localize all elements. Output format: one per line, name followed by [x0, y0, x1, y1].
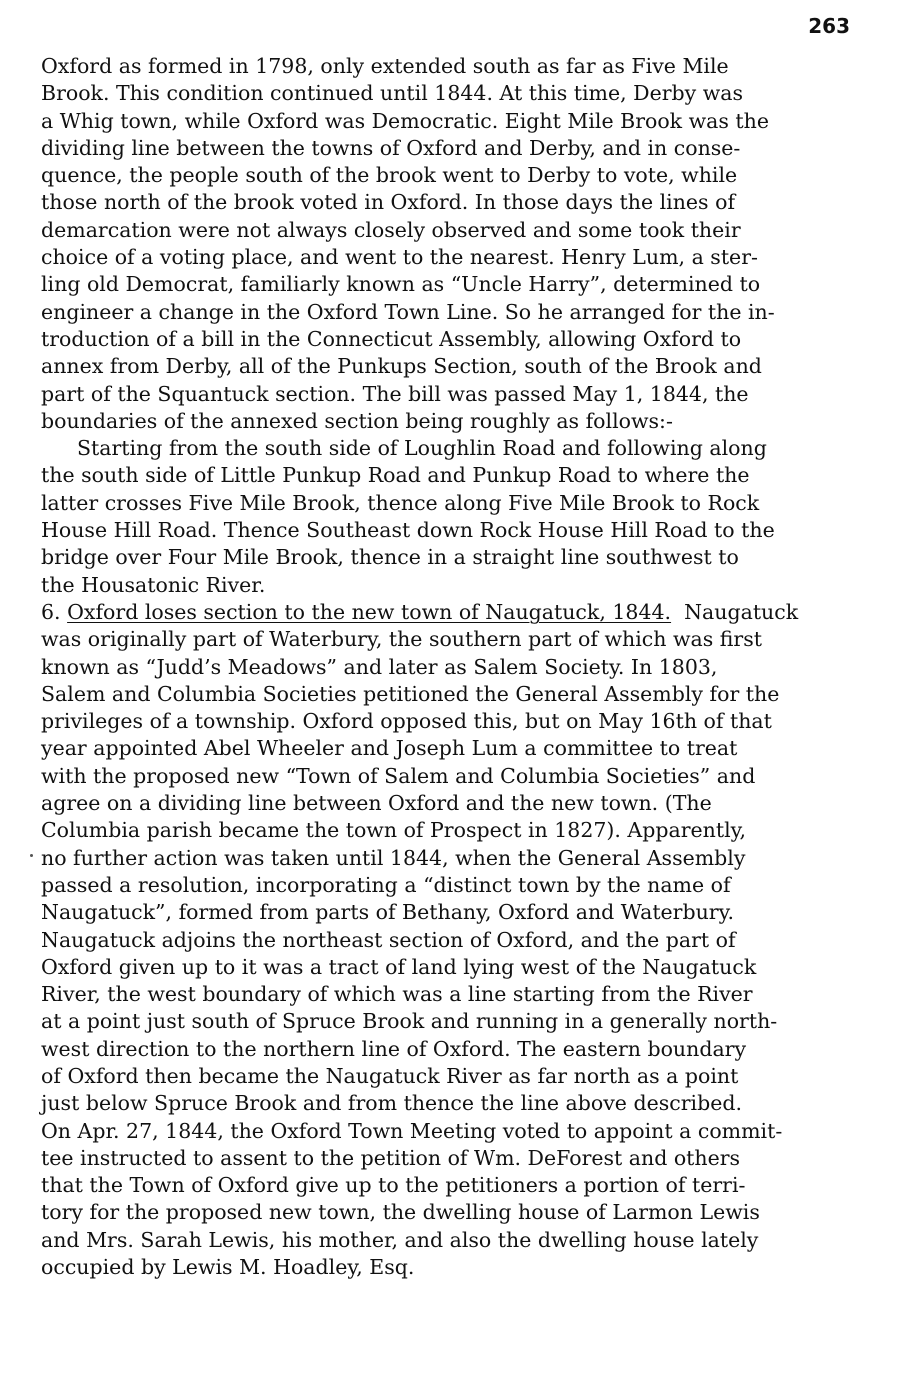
margin-mark	[30, 854, 33, 857]
text-line: quence, the people south of the brook went to Derby to vote, while	[41, 163, 738, 188]
text-line: On Apr. 27, 1844, the Oxford Town Meeting voted to appoint a commit-	[41, 1118, 783, 1143]
section-title: Oxford loses section to the new town of Naugatuck, 1844.	[67, 599, 672, 624]
text-line: Brook. This condition continued until 1844. At this time, Derby was	[41, 81, 744, 106]
text-line: Columbia parish became the town of Prospect in 1827). Apparently,	[41, 818, 747, 843]
text-line: agree on a dividing line between Oxford and the new town. (The	[41, 791, 712, 816]
text-line: demarcation were not always closely observed and some took their	[41, 217, 741, 242]
text-line: troduction of a bill in the Connecticut Assembly, allowing Oxford to	[41, 326, 742, 351]
page-number: 263	[808, 14, 850, 38]
text-line: of Oxford then became the Naugatuck River as far north as a point	[41, 1063, 739, 1088]
text-line: Oxford given up to it was a tract of land lying west of the Naugatuck	[41, 954, 757, 979]
text-line: choice of a voting place, and went to the nearest. Henry Lum, a ster-	[41, 245, 758, 270]
text-line: privileges of a township. Oxford opposed this, but on May 16th of that	[41, 709, 772, 734]
text-line: ling old Democrat, familiarly known as “Uncle Harry”, determined to	[41, 272, 761, 297]
text-line: the south side of Little Punkup Road and Punkup Road to where the	[41, 463, 750, 488]
text-line: those north of the brook voted in Oxford. In those days the lines of	[41, 190, 736, 215]
body-text	[41, 53, 866, 1281]
text-line: Starting from the south side of Loughlin Road and following along	[77, 436, 767, 461]
text-line: no further action was taken until 1844, when the General Assembly	[41, 845, 746, 870]
text-line: a Whig town, while Oxford was Democratic. Eight Mile Brook was the	[41, 108, 770, 133]
text-line: the Housatonic River.	[41, 572, 266, 597]
text-line: occupied by Lewis M. Hoadley, Esq.	[41, 1255, 415, 1280]
text-line: boundaries of the annexed section being roughly as follows:-	[41, 408, 673, 433]
text-line: annex from Derby, all of the Punkups Section, south of the Brook and	[41, 354, 762, 379]
text-line: and Mrs. Sarah Lewis, his mother, and also the dwelling house lately	[41, 1227, 759, 1252]
text-line: bridge over Four Mile Brook, thence in a straight line southwest to	[41, 545, 739, 570]
text-line: latter crosses Five Mile Brook, thence along Five Mile Brook to Rock	[41, 490, 760, 515]
section-number: 6.	[41, 599, 61, 624]
text-line: passed a resolution, incorporating a “distinct town by the name of	[41, 872, 731, 897]
text-line: that the Town of Oxford give up to the petitioners a portion of terri-	[41, 1173, 746, 1198]
text-line: year appointed Abel Wheeler and Joseph Lum a committee to treat	[41, 736, 738, 761]
text-line: just below Spruce Brook and from thence the line above described.	[41, 1091, 742, 1116]
text-line: tory for the proposed new town, the dwelling house of Larmon Lewis	[41, 1200, 760, 1225]
text-line: with the proposed new “Town of Salem and Columbia Societies” and	[41, 763, 756, 788]
text-line: Salem and Columbia Societies petitioned the General Assembly for the	[41, 681, 780, 706]
text-line: Naugatuck”, formed from parts of Bethany, Oxford and Waterbury.	[41, 900, 734, 925]
text-line: west direction to the northern line of Oxford. The eastern boundary	[41, 1036, 747, 1061]
text-line: Oxford as formed in 1798, only extended south as far as Five Mile	[41, 54, 729, 78]
section-heading-line	[41, 599, 866, 626]
text-line: at a point just south of Spruce Brook and running in a generally north-	[41, 1009, 778, 1034]
section-heading-continuation: Naugatuck	[684, 599, 799, 624]
text-line: House Hill Road. Thence Southeast down Rock House Hill Road to the	[41, 518, 775, 543]
text-line: engineer a change in the Oxford Town Line. So he arranged for the in-	[41, 299, 775, 324]
text-line: known as “Judd’s Meadows” and later as Salem Society. In 1803,	[41, 654, 718, 679]
text-line: Naugatuck adjoins the northeast section of Oxford, and the part of	[41, 927, 736, 952]
text-line: River, the west boundary of which was a line starting from the River	[41, 982, 753, 1007]
text-line: part of the Squantuck section. The bill was passed May 1, 1844, the	[41, 381, 749, 406]
text-line: dividing line between the towns of Oxford and Derby, and in conse-	[41, 135, 741, 160]
text-line: tee instructed to assent to the petition of Wm. DeForest and others	[41, 1145, 741, 1170]
text-line: was originally part of Waterbury, the southern part of which was first	[41, 627, 762, 652]
